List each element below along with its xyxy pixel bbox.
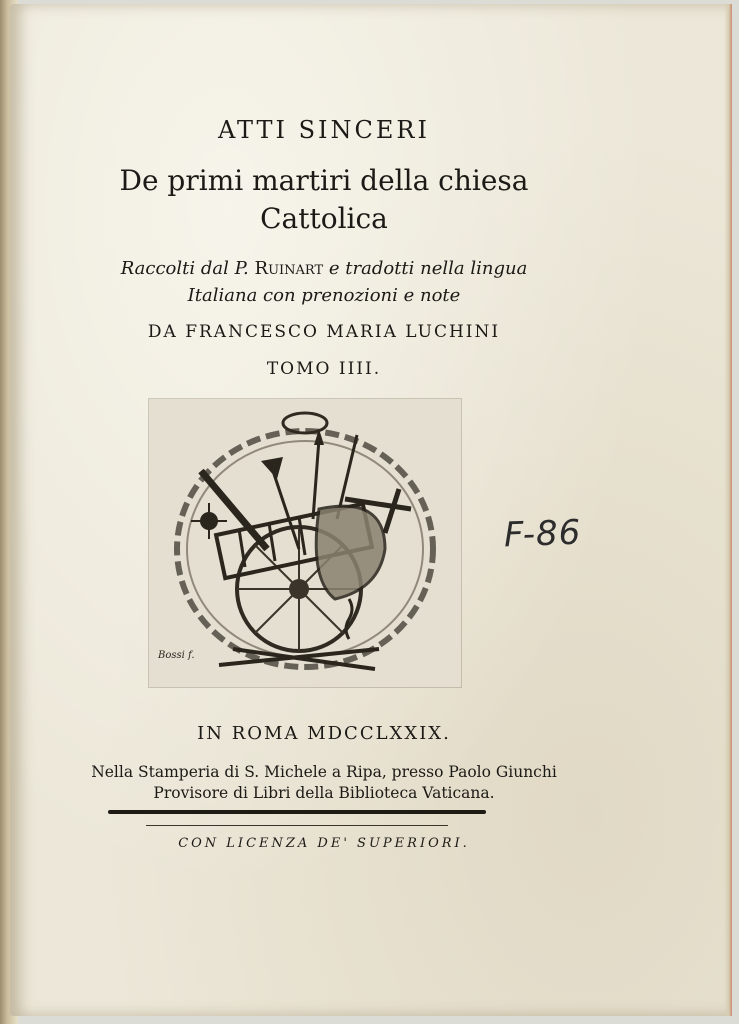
- thin-rule: [146, 825, 448, 826]
- handwritten-shelfmark: F-86: [503, 512, 582, 556]
- book-subtitle-line1: De primi martiri della chiesa: [119, 164, 529, 197]
- imprint-place-date: IN ROMA MDCCLXXIX.: [197, 723, 451, 744]
- license-statement: CON LICENZA DE' SUPERIORI.: [178, 836, 470, 851]
- book-subtitle-line2: Cattolica: [260, 202, 388, 235]
- compiler-line-suffix: e tradotti nella lingua: [328, 258, 528, 279]
- imprint-printer-line1: Nella Stamperia di S. Michele a Ripa, presso Paolo Giunchi: [91, 763, 557, 781]
- title-page: [10, 4, 732, 1016]
- engraving-vignette: [149, 399, 461, 687]
- imprint-printer-line2: Provisore di Libri della Biblioteca Vaticana.: [153, 784, 495, 802]
- volume-number: TOMO IIII.: [266, 359, 382, 379]
- page-edge: [724, 4, 732, 1016]
- translation-line: Italiana con prenozioni e note: [187, 285, 461, 306]
- author-line: DA FRANCESCO MARIA LUCHINI: [147, 322, 501, 342]
- thick-rule: [108, 810, 486, 814]
- martyrdom-instruments-engraving: [149, 399, 461, 687]
- book-title: ATTI SINCERI: [218, 116, 430, 144]
- engraver-signature: Bossi f.: [158, 650, 195, 661]
- compiler-line-prefix: Raccolti dal P.: [120, 258, 249, 279]
- compiler-name: Ruinart: [254, 258, 324, 279]
- compiler-line: [10, 258, 638, 279]
